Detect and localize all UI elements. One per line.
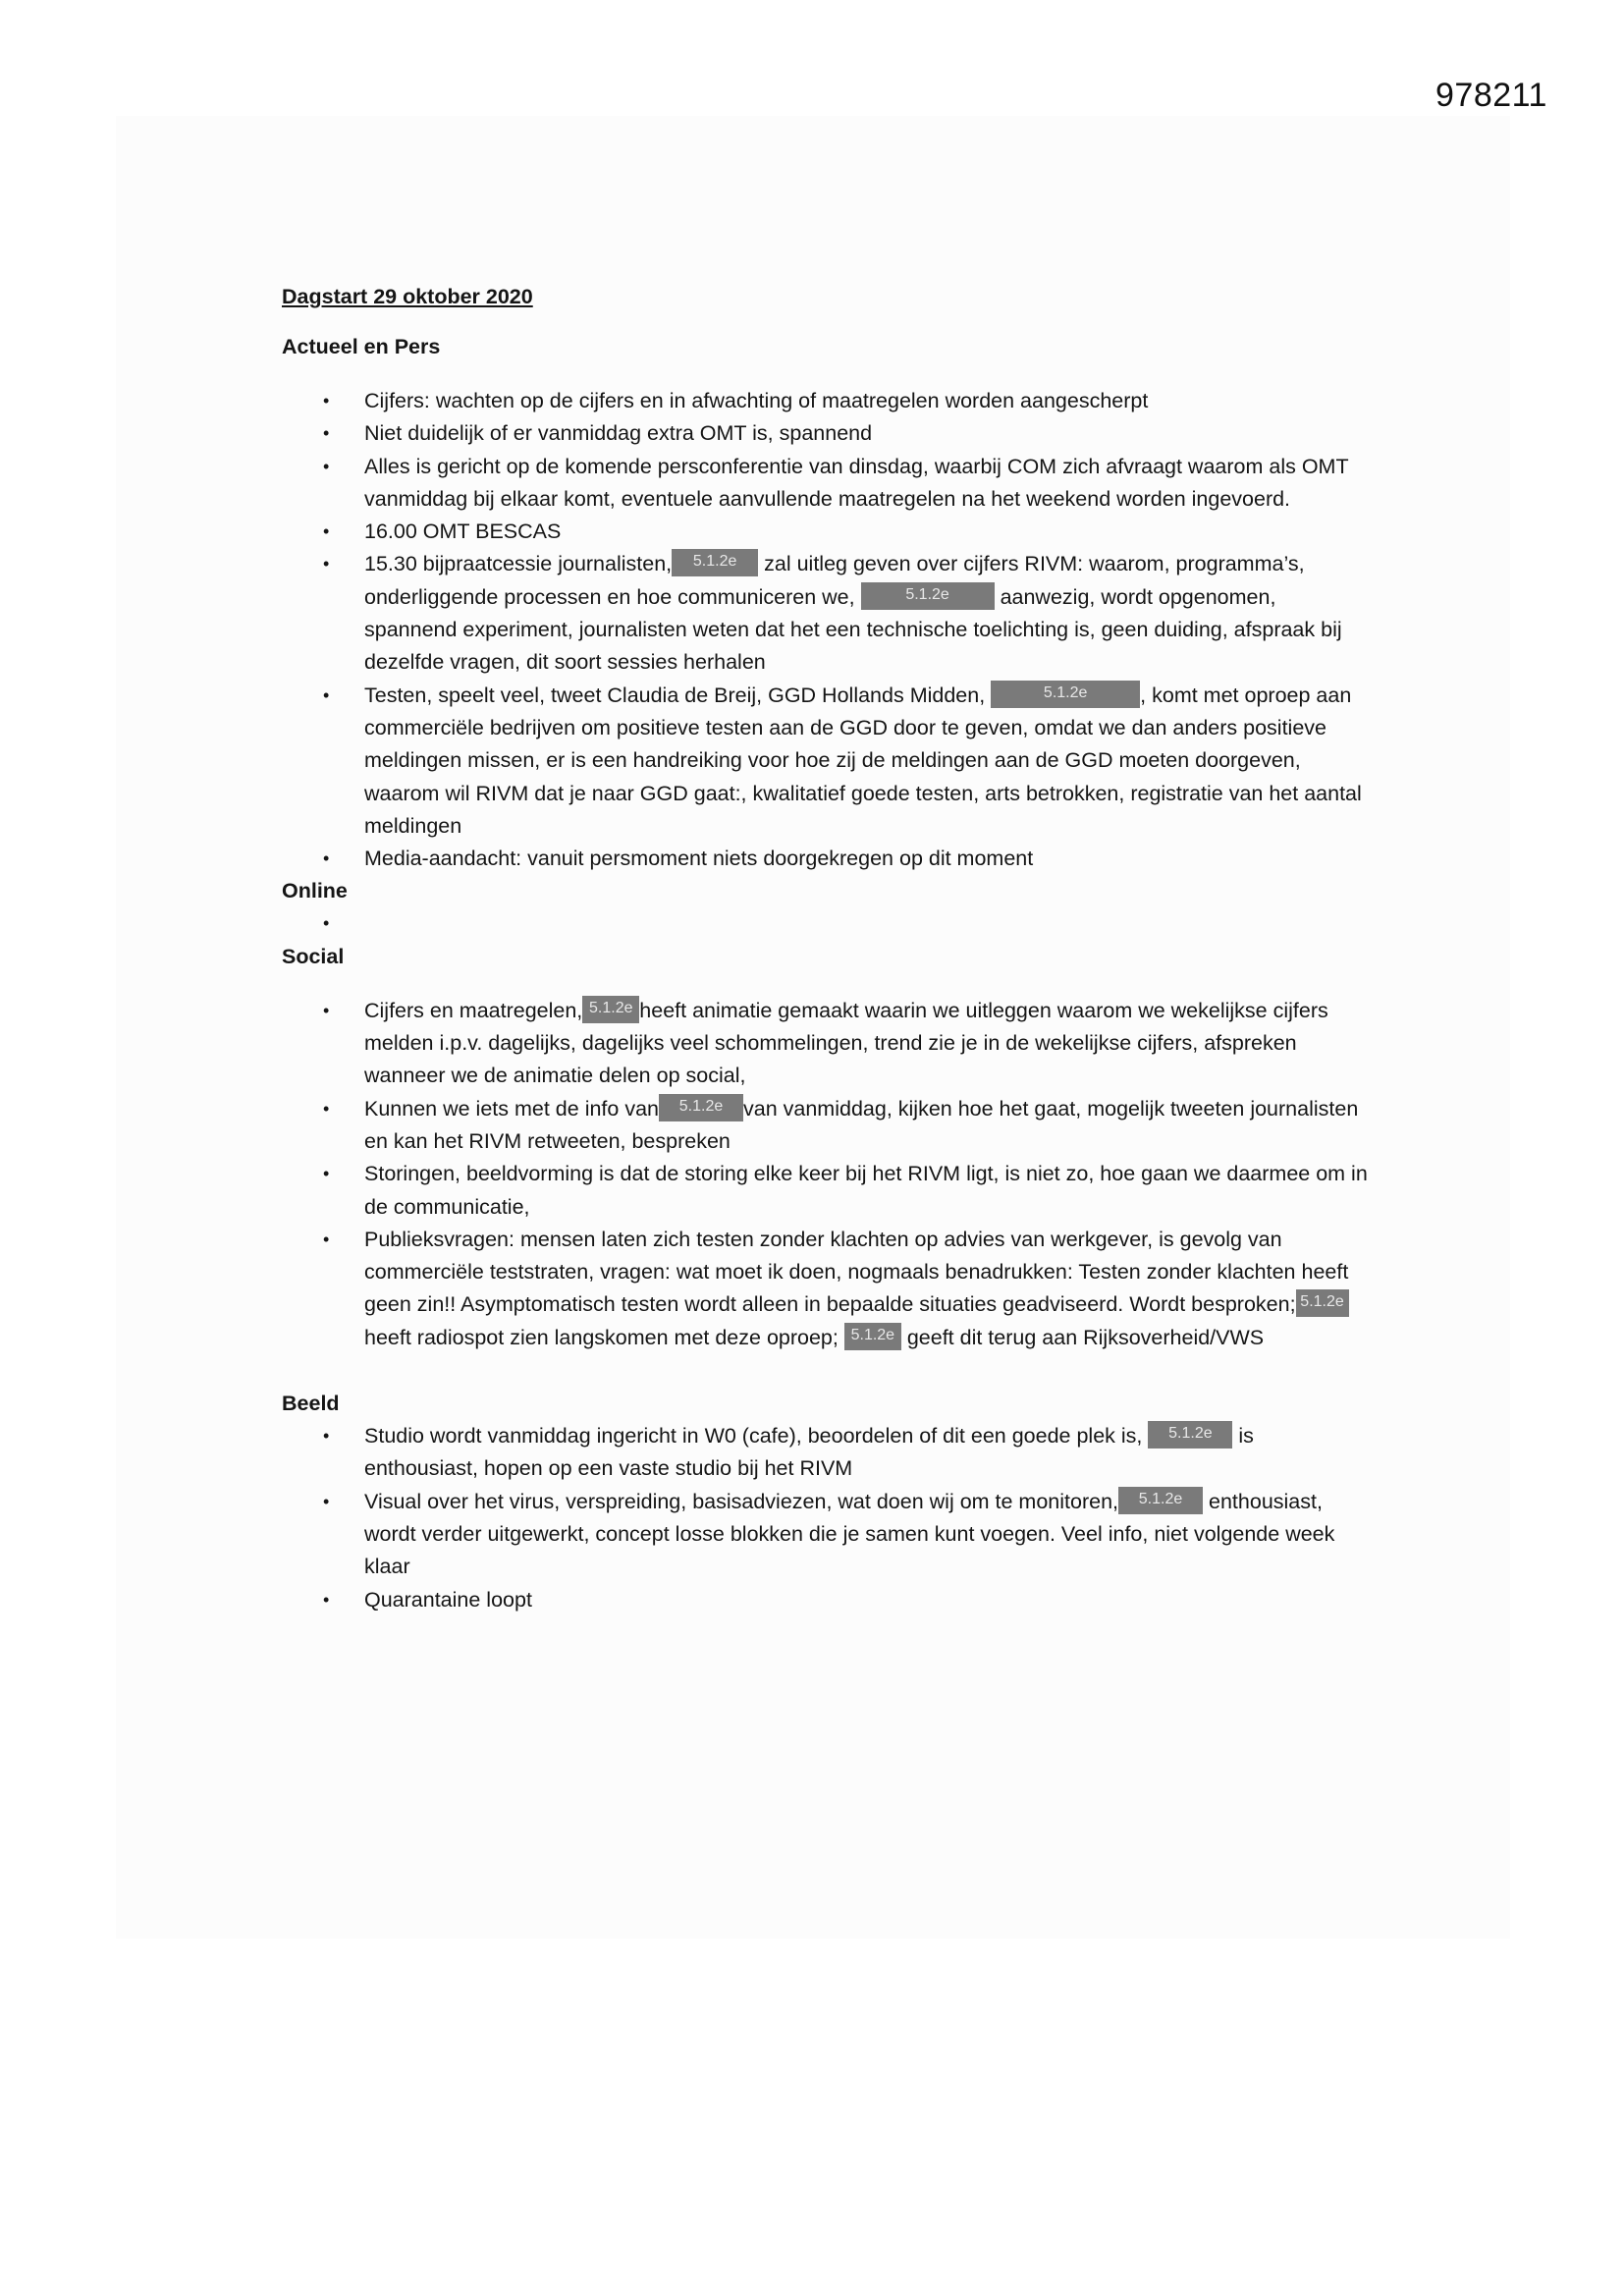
section-heading-online: Online xyxy=(282,879,348,903)
bullet-icon: • xyxy=(323,456,330,476)
social-list xyxy=(282,995,1372,1354)
bullet-icon: • xyxy=(323,1229,330,1249)
section-heading-actueel-en-pers: Actueel en Pers xyxy=(282,335,441,358)
section-heading-beeld: Beeld xyxy=(282,1392,340,1416)
bullet-icon: • xyxy=(323,1164,330,1184)
list-item: • Storingen, beeldvorming is dat de storing elke keer bij het RIVM ligt, is niet zo, hoe gaan we daarmee om in de communicatie, xyxy=(282,1158,1372,1224)
redaction-box: 5.1.2e xyxy=(844,1323,901,1350)
bullet-icon: • xyxy=(323,684,330,705)
list-item: • Studio wordt vanmiddag ingericht in W0 (cafe), beoordelen of dit een goede plek is, 5.1.2e is enthousiast, hopen op een vaste studio bij het RIVM xyxy=(282,1420,1372,1486)
section-heading-social: Social xyxy=(282,944,345,968)
redaction-box: 5.1.2e xyxy=(991,681,1140,708)
list-item: • Cijfers: wachten op de cijfers en in afwachting of maatregelen worden aangescherpt xyxy=(282,385,1372,417)
list-item: • Niet duidelijk of er vanmiddag extra OMT is, spannend xyxy=(282,417,1372,450)
list-item: • Testen, speelt veel, tweet Claudia de Breij, GGD Hollands Midden, 5.1.2e , komt met oproep aan commerciële bedrijven om positieve testen aan de GGD door te geven, omdat we dan anders positieve meldingen missen, er is een handreiking voor hoe zij de meldingen aan de GGD moeten doorgeven, waarom wil RIVM dat je naar GGD gaat:, kwalitatief goede testen, arts betrokken, registratie van het aantal meldingen xyxy=(282,680,1372,843)
list-item: • Publieksvragen: mensen laten zich testen zonder klachten op advies van werkgever, is gevolg van commerciële teststraten, vragen: wat moet ik doen, nogmaals benadrukken: Testen zonder klachten heeft geen zin!! Asymptomatisch testen wordt alleen in bepaalde situaties geadviseerd. Wordt besproken; 5.1.2eheeft radiospot zien langskomen met deze oproep; 5.1.2e geeft dit terug aan Rijksoverheid/VWS xyxy=(282,1224,1372,1354)
list-item: • Alles is gericht op de komende persconferentie van dinsdag, waarbij COM zich afvraagt waarom als OMT vanmiddag bij elkaar komt, eventuele aanvullende maatregelen na het weekend worden ingevoerd. xyxy=(282,451,1372,517)
list-item: • 15.30 bijpraatcessie journalisten, 5.1.2e zal uitleg geven over cijfers RIVM: waarom, programma’s, onderliggende processen en hoe communiceren we, 5.1.2e aanwezig, wordt opgenomen, spannend experiment, journalisten weten dat het een technische toelichting is, geen duiding, afspraak bij dezelfde vragen, dit soort sessies herhalen xyxy=(282,548,1372,679)
list-item: • Kunnen we iets met de info van 5.1.2e van vanmiddag, kijken hoe het gaat, mogelijk tweeten journalisten en kan het RIVM retweeten, bespreken xyxy=(282,1093,1372,1159)
bullet-icon: • xyxy=(323,1589,330,1610)
online-list xyxy=(282,907,1372,940)
document-title: Dagstart 29 oktober 2020 xyxy=(282,285,533,308)
list-item: • Visual over het virus, verspreiding, basisadviezen, wat doen wij om te monitoren, 5.1.2e enthousiast, wordt verder uitgewerkt, concept losse blokken die je samen kunt voegen. Veel info, niet volgende week klaar xyxy=(282,1486,1372,1584)
redaction-box: 5.1.2e xyxy=(861,582,995,610)
redaction-box: 5.1.2e xyxy=(1148,1421,1232,1449)
bullet-icon: • xyxy=(323,1491,330,1511)
list-item: • Media-aandacht: vanuit persmoment niets doorgekregen op dit moment xyxy=(282,843,1372,875)
document-body xyxy=(282,281,1372,1616)
bullet-icon: • xyxy=(323,1098,330,1119)
list-item: • Cijfers en maatregelen, 5.1.2e heeft animatie gemaakt waarin we uitleggen waarom we wekelijkse cijfers melden i.p.v. dagelijks, dagelijks veel schommelingen, trend zie je in de wekelijkse cijfers, afspreken wanneer we de animatie delen op social, xyxy=(282,995,1372,1093)
bullet-icon: • xyxy=(323,391,330,410)
list-item xyxy=(282,907,1372,940)
beeld-list xyxy=(282,1420,1372,1616)
bullet-icon: • xyxy=(323,423,330,444)
actueel-list xyxy=(282,385,1372,875)
redaction-box: 5.1.2e xyxy=(1118,1487,1203,1514)
list-item: • 16.00 OMT BESCAS xyxy=(282,516,1372,548)
bullet-icon: • xyxy=(323,1000,330,1020)
redaction-box: 5.1.2e xyxy=(582,996,639,1023)
bullet-icon: • xyxy=(323,1426,330,1447)
redaction-box: 5.1.2e xyxy=(672,549,758,576)
document-id-number: 978211 xyxy=(1435,77,1547,114)
list-item: • Quarantaine loopt xyxy=(282,1584,1372,1616)
bullet-icon: • xyxy=(323,521,330,542)
bullet-icon: • xyxy=(323,913,330,934)
redaction-box: 5.1.2e xyxy=(659,1094,743,1121)
redaction-box: 5.1.2e xyxy=(1296,1289,1349,1317)
bullet-icon: • xyxy=(323,848,330,869)
bullet-icon: • xyxy=(323,554,330,574)
